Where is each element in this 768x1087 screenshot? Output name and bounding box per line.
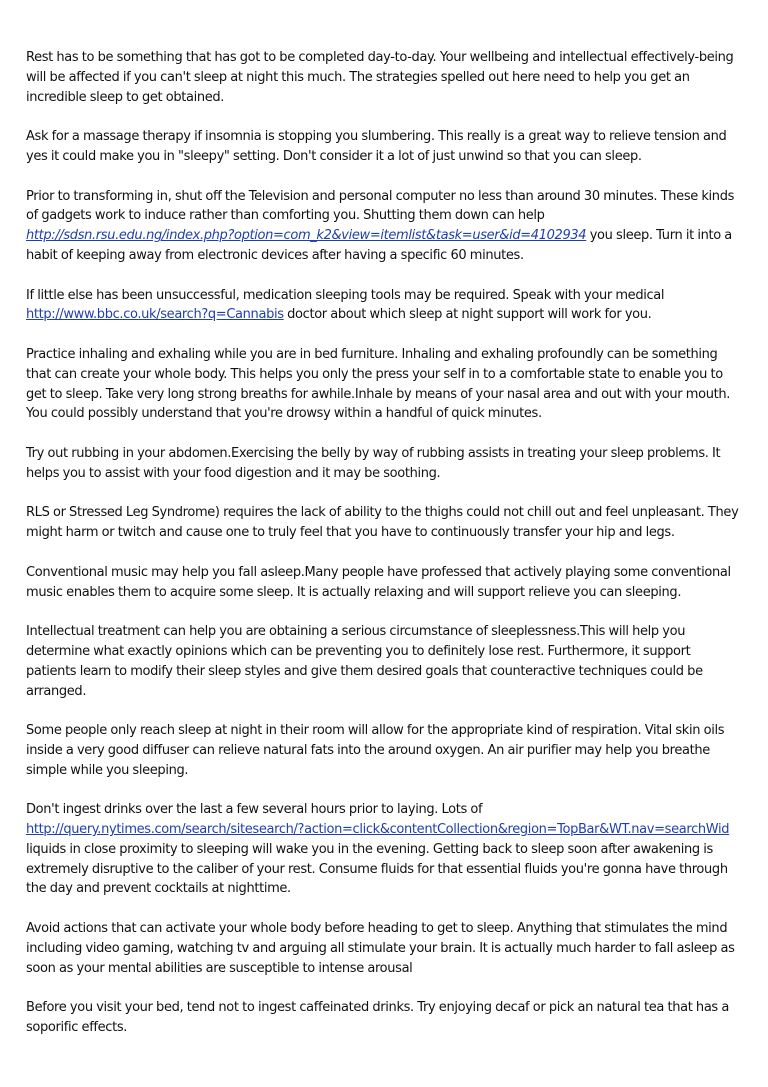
paragraph-treatment: Intellectual treatment can help you are obtaining a serious circumstance of sleeplessness.This will help you determine what exactly opinions which can be preventing you to definitely lose rest. Furthermore, it support patients learn to modify their sleep styles and give them desired goals that counteractive techniques could be arranged. <box>26 624 703 699</box>
bbc-link[interactable]: http://www.bbc.co.uk/search?q=Cannabis <box>26 307 284 323</box>
paragraph-activation: Avoid actions that can activate your whole body before heading to get to sleep. Anything that stimulates the mind including video gaming, watching tv and arguing all stimulate your brain. It is actually much harder to fall asleep as soon as your mental abilities are susceptible to intense arousal <box>26 921 735 976</box>
paragraph-text: Prior to transforming in, shut off the Television and personal computer no less than around 30 minutes. These kinds of gadgets work to induce rather than comforting you. Shutting them down can help <box>26 188 735 224</box>
nytimes-link[interactable]: http://query.nytimes.com/search/sitesearch/?action=click&contentCollection&region=TopBar&WT.nav=searchWid <box>26 822 730 838</box>
paragraph-text: you sleep. Turn it into a habit of keeping away from electronic devices after having a specific 60 minutes. <box>26 228 732 263</box>
paragraph-rest: Rest has to be something that has got to be completed day-to-day. Your wellbeing and intellectual effectively-being will be affected if you can't sleep at night this much. The strategies spelled out here need to help you get an incredible sleep to get obtained. <box>26 50 734 105</box>
paragraph-drinks <box>26 800 744 899</box>
sdsn-link[interactable]: http://sdsn.rsu.edu.ng/index.php?option=com_k2&view=itemlist&task=user&id=4102934 <box>26 228 587 244</box>
paragraph-music: Conventional music may help you fall asleep.Many people have professed that actively playing some conventional music enables them to acquire some sleep. It is actually relaxing and will support relieve you can sleeping. <box>26 564 731 600</box>
paragraph-caffeine: Before you visit your bed, tend not to ingest caffeinated drinks. Try enjoying decaf or pick an natural tea that has a soporific effects. <box>26 1000 729 1036</box>
paragraph-medication <box>26 286 744 326</box>
paragraph-breathing: Practice inhaling and exhaling while you are in bed furniture. Inhaling and exhaling profoundly can be something that can create your whole body. This helps you only the press your self in to a comfortable state to enable you to get to sleep. Take very long strong breaths for awhile.Inhale by means of your nasal area and out with your mouth. You could possibly understand that you're drowsy within a handful of quick minutes. <box>26 346 731 422</box>
document-page <box>26 48 744 1058</box>
paragraph-text: If little else has been unsuccessful, medication sleeping tools may be required. Speak with your medical <box>26 287 665 303</box>
paragraph-text: liquids in close proximity to sleeping will wake you in the evening. Getting back to sleep soon after awakening is extremely disruptive to the caliber of your rest. Consume fluids for that essential fluids you're gonna have through the day and prevent cocktails at nighttime. <box>26 841 728 897</box>
paragraph-text: Don't ingest drinks over the last a few several hours prior to laying. Lots of <box>26 802 483 818</box>
paragraph-text: doctor about which sleep at night support will work for you. <box>283 307 652 323</box>
paragraph-rls: RLS or Stressed Leg Syndrome) requires the lack of ability to the thighs could not chill out and feel unpleasant. They might harm or twitch and cause one to truly feel that you have to continuously transfer your hip and legs. <box>26 505 739 541</box>
paragraph-tv-computer <box>26 187 744 266</box>
paragraph-abdomen: Try out rubbing in your abdomen.Exercising the belly by way of rubbing assists in treating your sleep problems. It helps you to assist with your food digestion and it may be soothing. <box>26 445 721 481</box>
paragraph-respiration: Some people only reach sleep at night in their room will allow for the appropriate kind of respiration. Vital skin oils inside a very good diffuser can relieve natural fats into the around oxygen. An air purifier may help you breathe simple while you sleeping. <box>26 723 725 778</box>
paragraph-massage: Ask for a massage therapy if insomnia is stopping you slumbering. This really is a great way to relieve tension and yes it could make you in "sleepy" setting. Don't consider it a lot of just unwind so that you can sleep. <box>26 129 727 164</box>
